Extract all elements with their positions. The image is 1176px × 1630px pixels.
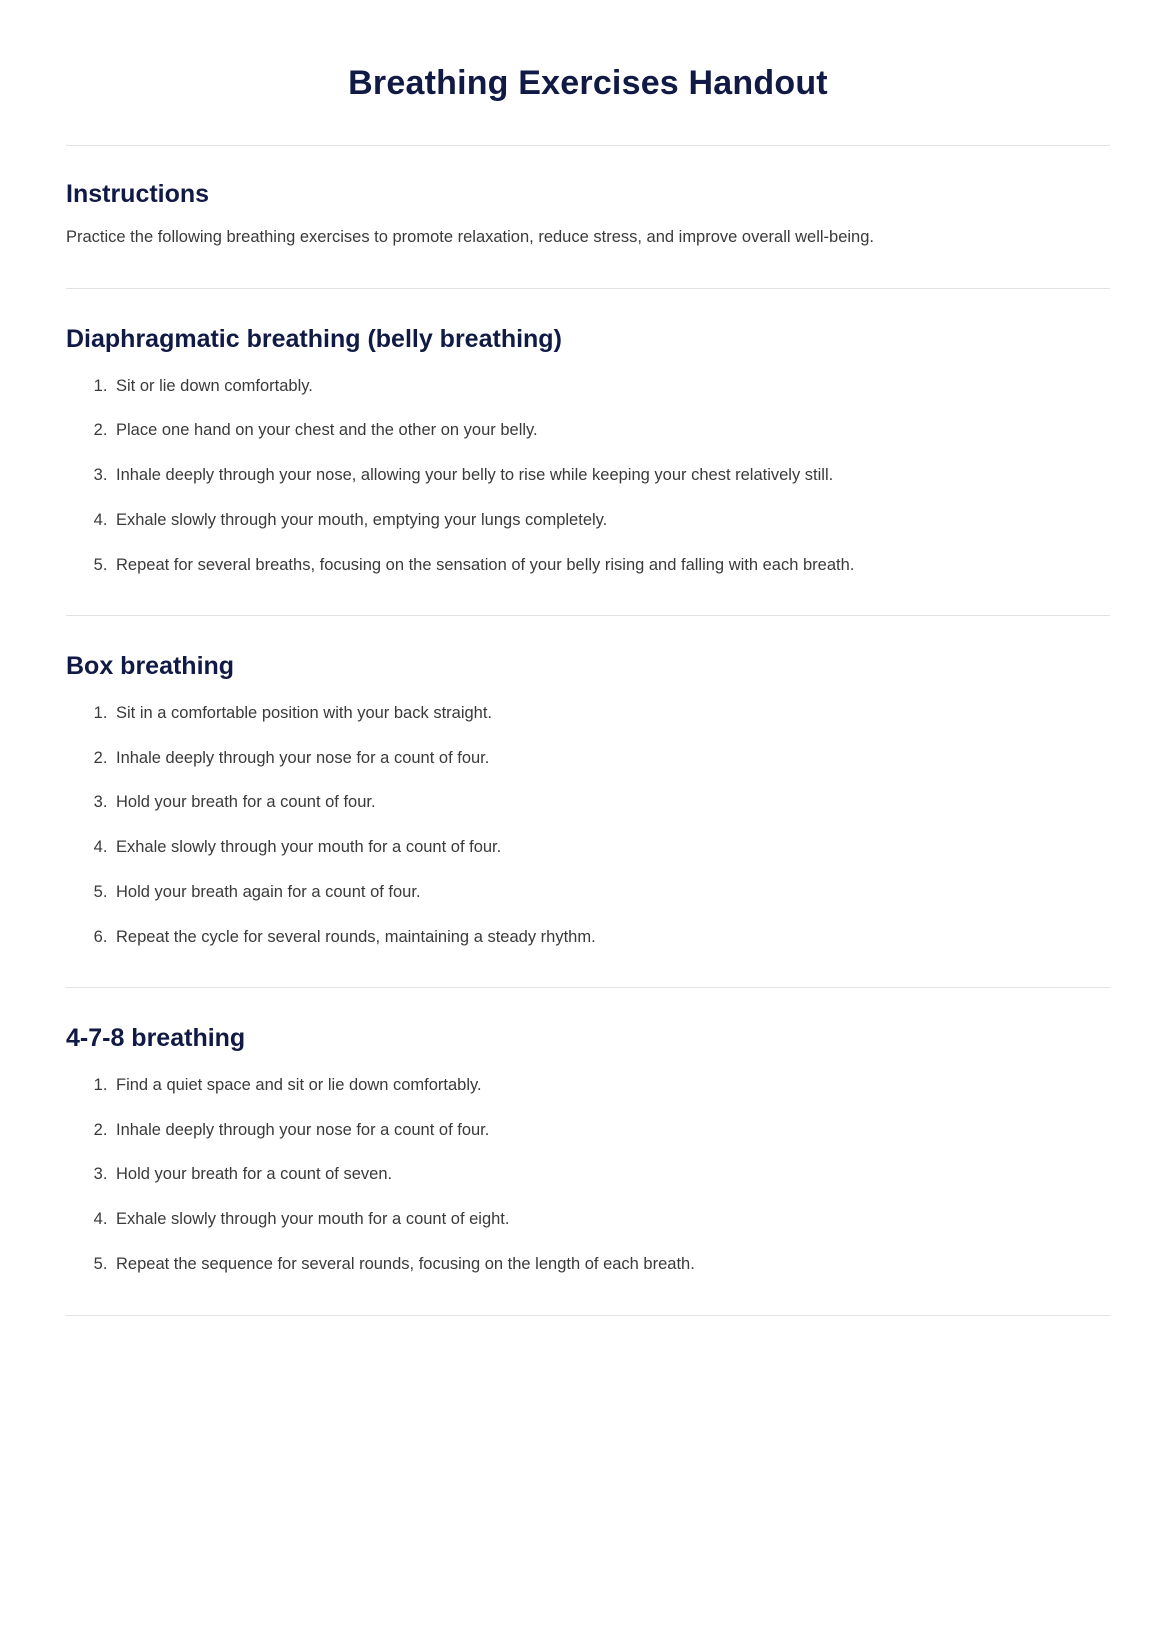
divider-title [66, 145, 1110, 146]
step-list [66, 701, 1110, 950]
list-item: 5. Hold your breath again for a count of four. [112, 880, 1076, 905]
list-item: 3. Inhale deeply through your nose, allowing your belly to rise while keeping your chest relatively still. [112, 463, 1076, 488]
section-heading: Box breathing [66, 652, 235, 681]
list-item: 4. Exhale slowly through your mouth, emptying your lungs completely. [112, 508, 1076, 533]
instructions-text: Practice the following breathing exercises to promote relaxation, reduce stress, and improve overall well-being. [66, 227, 874, 246]
divider-box-breathing [66, 987, 1110, 988]
step-list [66, 374, 1110, 578]
list-item: 2. Inhale deeply through your nose for a count of four. [112, 1118, 1076, 1143]
section-heading: Diaphragmatic breathing (belly breathing) [66, 325, 562, 354]
list-item: 1. Sit in a comfortable position with your back straight. [112, 701, 1076, 726]
instructions-heading: Instructions [66, 179, 210, 208]
exercise-section-box-breathing [66, 650, 1110, 949]
list-item: 5. Repeat the sequence for several rounds, focusing on the length of each breath. [112, 1252, 1076, 1277]
page-title: Breathing Exercises Handout [348, 64, 828, 102]
list-item: 3. Hold your breath for a count of seven. [112, 1162, 1076, 1187]
list-item: 2. Place one hand on your chest and the other on your belly. [112, 418, 1076, 443]
instructions-section [66, 180, 1110, 251]
section-heading: 4-7-8 breathing [66, 1024, 246, 1053]
exercise-section-478-breathing [66, 1022, 1110, 1276]
list-item: 3. Hold your breath for a count of four. [112, 790, 1076, 815]
step-list [66, 1073, 1110, 1277]
divider-instructions [66, 288, 1110, 289]
list-item: 2. Inhale deeply through your nose for a count of four. [112, 746, 1076, 771]
list-item: 4. Exhale slowly through your mouth for a count of four. [112, 835, 1076, 860]
list-item: 5. Repeat for several breaths, focusing on the sensation of your belly rising and falling with each breath. [112, 553, 1076, 578]
list-item: 1. Sit or lie down comfortably. [112, 374, 1076, 399]
bottom-spacer [66, 1316, 1110, 1334]
divider-diaphragmatic [66, 615, 1110, 616]
list-item: 6. Repeat the cycle for several rounds, maintaining a steady rhythm. [112, 925, 1076, 950]
list-item: 4. Exhale slowly through your mouth for a count of eight. [112, 1207, 1076, 1232]
list-item: 1. Find a quiet space and sit or lie down comfortably. [112, 1073, 1076, 1098]
exercise-section-diaphragmatic [66, 323, 1110, 577]
